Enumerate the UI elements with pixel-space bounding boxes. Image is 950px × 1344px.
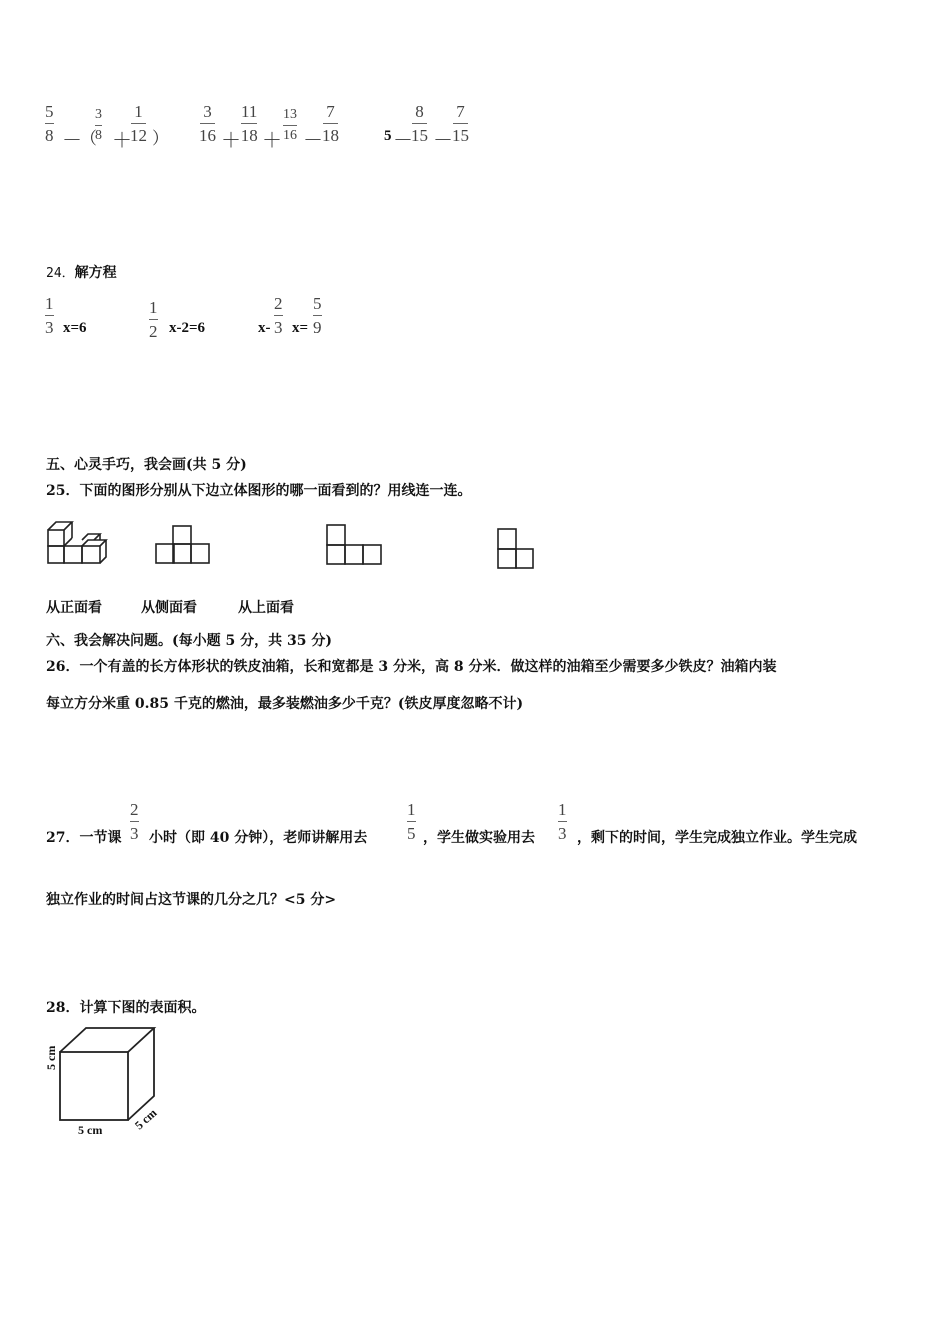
view-label-front: 从正面看 — [46, 600, 102, 616]
operator: ＋ — [112, 128, 132, 152]
numerator: 1 — [45, 294, 54, 313]
view-shape-3 — [496, 527, 536, 571]
height-label: 5 cm — [44, 1045, 58, 1070]
fraction — [130, 103, 147, 144]
operator: － — [62, 128, 82, 152]
question-27-part1: 27．一节课 — [46, 830, 122, 846]
solid-figure — [46, 516, 118, 568]
operator: － — [303, 128, 323, 152]
denominator: 3 — [558, 824, 567, 843]
question-27-part4: ，剩下的时间，学生完成独立作业。学生完成 — [577, 830, 857, 846]
operator: ＋ — [221, 128, 241, 152]
denominator: 3 — [274, 318, 283, 337]
cube-figure — [40, 1024, 170, 1144]
denominator: 3 — [130, 824, 139, 843]
numerator: 2 — [274, 294, 283, 313]
fraction — [129, 801, 140, 842]
numerator: 7 — [456, 102, 465, 121]
question-number: 24． — [46, 266, 75, 281]
equation-text: x- — [258, 320, 271, 336]
numerator: 5 — [313, 294, 322, 313]
equation-text: x= — [292, 320, 309, 336]
question-26-line2: 每立方分米重 0.85 千克的燃油，最多装燃油多少千克？(铁皮厚度忽略不计) — [46, 696, 524, 712]
section-heading: 五、心灵手巧，我会画(共 5 分) — [46, 457, 247, 473]
denominator: 8 — [95, 128, 102, 143]
width-label: 5 cm — [78, 1123, 103, 1137]
fraction — [406, 801, 417, 842]
numerator: 1 — [407, 800, 416, 819]
operator: － — [433, 128, 453, 152]
numerator: 2 — [130, 800, 139, 819]
paren: （ — [80, 129, 97, 149]
question-title: 解方程 — [74, 265, 117, 281]
numerator: 1 — [558, 800, 567, 819]
view-label-side: 从侧面看 — [141, 600, 197, 616]
numerator: 8 — [415, 102, 424, 121]
fraction — [452, 103, 469, 144]
fraction — [282, 108, 298, 143]
equation-text: x=6 — [63, 320, 87, 336]
question-24-title — [46, 262, 117, 282]
fraction — [44, 103, 55, 144]
fraction — [44, 295, 55, 336]
numerator: 1 — [149, 298, 158, 317]
view-shape-1 — [155, 524, 211, 566]
fraction — [240, 103, 258, 144]
denominator: 12 — [130, 126, 147, 145]
numerator: 13 — [283, 107, 297, 122]
fraction — [557, 801, 568, 842]
view-label-top: 从上面看 — [238, 600, 294, 616]
fraction — [322, 103, 339, 144]
numerator: 11 — [241, 102, 258, 121]
question-27-part2: 小时（即 40 分钟），老师讲解用去 — [149, 830, 368, 846]
denominator: 16 — [199, 126, 216, 145]
numerator: 3 — [203, 102, 212, 121]
numerator: 5 — [45, 102, 54, 121]
fraction — [148, 299, 159, 340]
operator: － — [393, 128, 413, 152]
question-25-text: 25．下面的图形分别从下边立体图形的哪一面看到的？用线连一连。 — [46, 483, 472, 499]
denominator: 3 — [45, 318, 54, 337]
depth-label: 5 cm — [132, 1105, 160, 1133]
denominator: 8 — [45, 126, 54, 145]
question-27-line2: 独立作业的时间占这节课的几分之几？<5 分> — [46, 892, 337, 908]
equation-text: x-2=6 — [169, 320, 206, 336]
paren: ） — [152, 129, 169, 149]
fraction — [411, 103, 428, 144]
fraction — [199, 103, 216, 144]
fraction — [273, 295, 284, 336]
number: 5 — [384, 128, 392, 144]
denominator: 18 — [322, 126, 339, 145]
question-26-line1: 26．一个有盖的长方体形状的铁皮油箱，长和宽都是 3 分米，高 8 分米．做这样的油箱至少需要多少铁皮？油箱内装 — [46, 659, 777, 675]
fraction — [312, 295, 323, 336]
denominator: 18 — [240, 126, 258, 145]
denominator: 15 — [452, 126, 469, 145]
denominator: 9 — [313, 318, 322, 337]
view-shape-2 — [325, 523, 383, 567]
denominator: 2 — [149, 322, 158, 341]
question-28-text: 28．计算下图的表面积。 — [46, 1000, 206, 1016]
numerator: 7 — [326, 102, 335, 121]
denominator: 15 — [411, 126, 428, 145]
denominator: 16 — [283, 128, 297, 143]
denominator: 5 — [407, 824, 416, 843]
section-heading: 六、我会解决问题。(每小题 5 分，共 35 分) — [46, 633, 332, 649]
numerator: 3 — [95, 107, 102, 122]
fraction — [94, 108, 103, 143]
operator: ＋ — [262, 128, 282, 152]
numerator: 1 — [134, 102, 143, 121]
question-27-part3: ，学生做实验用去 — [423, 830, 535, 846]
